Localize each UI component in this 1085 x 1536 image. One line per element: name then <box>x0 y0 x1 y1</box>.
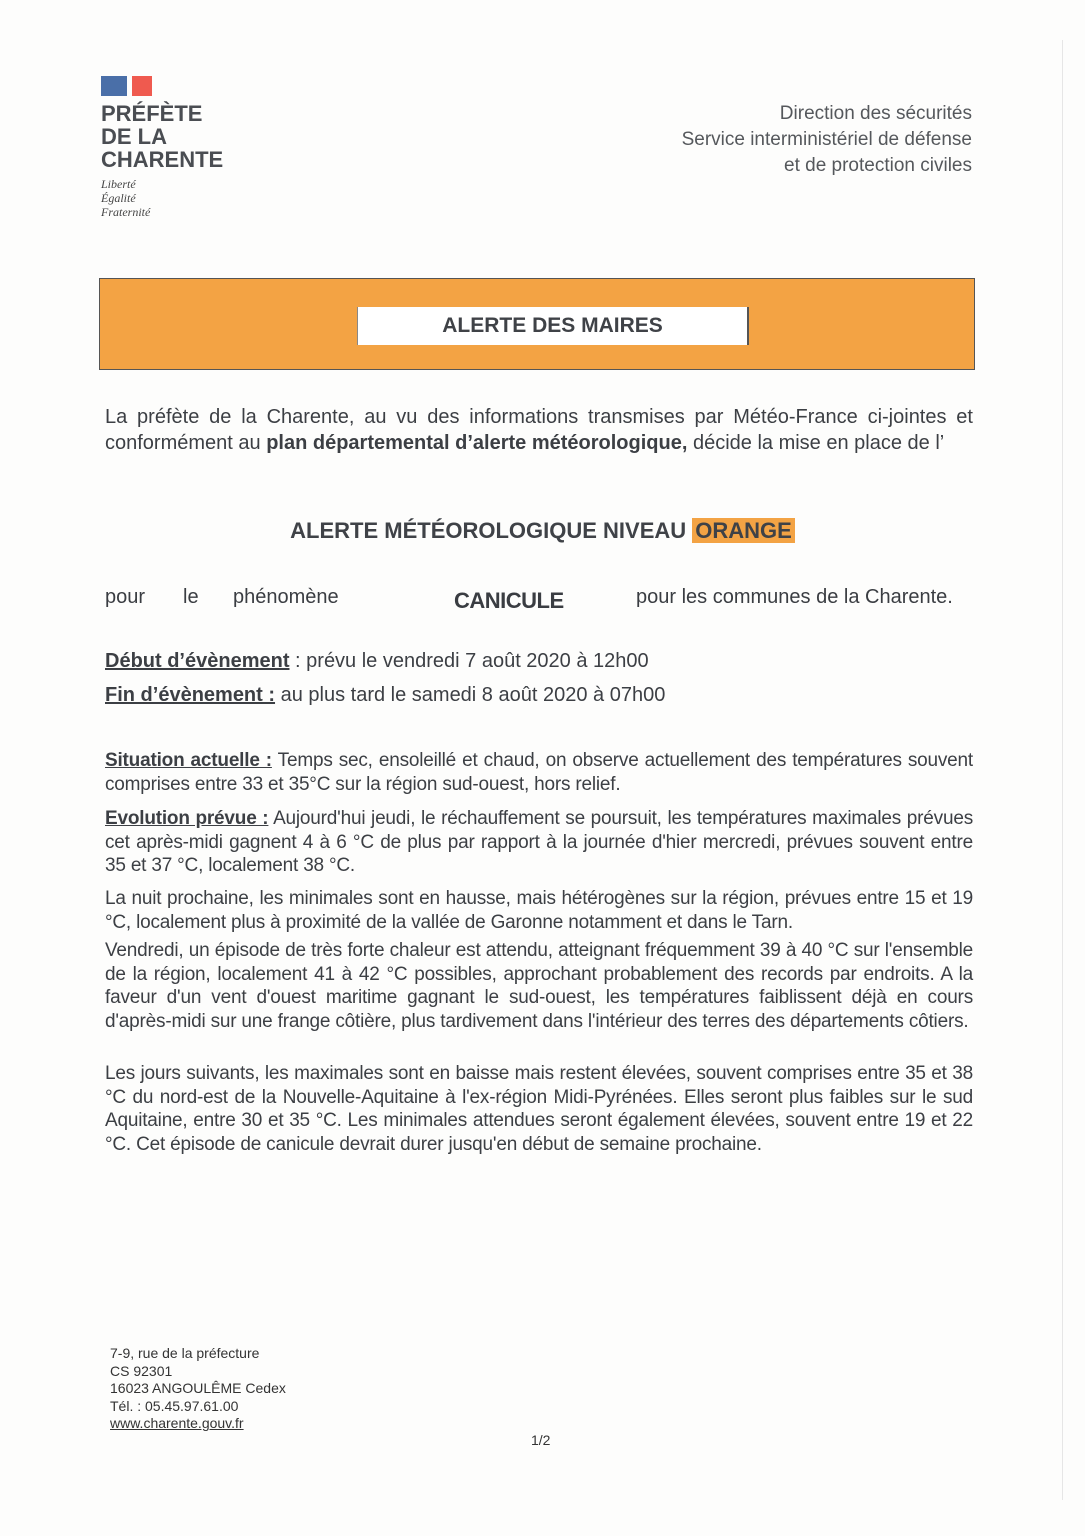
intro-paragraph <box>105 404 973 456</box>
prefecture-logo <box>101 76 223 219</box>
logo-title-line: PRÉFÈTE <box>101 101 203 126</box>
phenomenon-suffix: pour les communes de la Charente. <box>636 586 953 608</box>
event-start-label: Début d’évènement <box>105 650 290 672</box>
intro-text: La préfète de la Charente, au vu des informations transmises par Météo-France ci-jointes et conformément au <box>105 406 973 454</box>
forecast-paragraph: Les jours suivants, les maximales sont en baisse mais restent élevées, souvent comprises entre 35 et 38 °C du nord-est de la Nouvelle-Aquitaine à l'ex-région Midi-Pyrénées. Elles seront plus faibles sur le sud Aquitaine, entre 30 et 35 °C. Les minimales attendues seront également élevées, souvent entre 19 et 22 °C. Cet épisode de canicule devrait durer jusqu'en début de semaine prochaine. <box>105 1063 973 1155</box>
service-line: et de protection civiles <box>784 155 972 176</box>
logo-title <box>101 102 223 171</box>
situation-label: Situation actuelle : <box>105 750 272 771</box>
event-end <box>105 684 665 707</box>
scan-edge-line <box>1062 40 1063 1500</box>
address-line: 7-9, rue de la préfecture <box>110 1345 260 1361</box>
event-start <box>105 650 649 673</box>
alert-level-badge: ORANGE <box>692 518 795 543</box>
logo-motto <box>101 177 223 219</box>
service-line: Direction des sécurités <box>779 103 972 124</box>
motto-line: Fraternité <box>101 205 151 219</box>
issuing-service <box>682 101 972 179</box>
marianne-flag-icon <box>101 76 223 96</box>
phenomenon-name: CANICULE <box>454 588 564 613</box>
motto-line: Égalité <box>101 191 136 205</box>
alert-level-title <box>0 518 1085 544</box>
phenomenon-word: phénomène <box>233 586 339 608</box>
event-start-text: : prévu le vendredi 7 août 2020 à 12h00 <box>289 650 649 672</box>
evolution-label: Evolution prévue : <box>105 808 269 829</box>
logo-title-line: DE LA <box>101 124 167 149</box>
alert-banner <box>99 278 975 370</box>
phenomenon-word: le <box>183 586 199 608</box>
event-end-label: Fin d’évènement : <box>105 684 276 706</box>
intro-bold: plan départemental d’alerte météorologique, <box>266 432 688 454</box>
banner-title: ALERTE DES MAIRES <box>357 307 749 345</box>
phone: Tél. : 05.45.97.61.00 <box>110 1397 239 1414</box>
situation-paragraph <box>105 749 973 796</box>
motto-line: Liberté <box>101 177 136 191</box>
address-line: 16023 ANGOULÊME Cedex <box>110 1380 286 1396</box>
logo-title-line: CHARENTE <box>101 147 224 172</box>
alert-prefix: ALERTE MÉTÉOROLOGIQUE NIVEAU <box>290 518 693 543</box>
website-link[interactable]: www.charente.gouv.fr <box>110 1415 244 1431</box>
forecast-paragraph: La nuit prochaine, les minimales sont en hausse, mais hétérogènes sur la région, prévues entre 15 et 19 °C, localement plus à proximité de la vallée de Garonne notamment et dans le Tarn. <box>105 888 973 933</box>
footer-address <box>110 1345 286 1433</box>
address-line: CS 92301 <box>110 1362 173 1379</box>
evolution-paragraph <box>105 807 973 878</box>
forecast-paragraph: Vendredi, un épisode de très forte chaleur est attendu, atteignant fréquemment 39 à 40 °C sur l'ensemble de la région, localement 41 à 42 °C possibles, approchant probablement des records par endroits. A la faveur d'un vent d'ouest maritime gagnant le sud-ouest, les températures faiblissent déjà en cours d'après-midi sur une frange côtière, plus tardivement dans l'intérieur des terres des départements côtiers. <box>105 940 973 1032</box>
flag-red <box>132 76 152 96</box>
intro-text-end: décide la mise en place de l’ <box>687 432 945 454</box>
evolution-text: Aujourd'hui jeudi, le réchauffement se poursuit, les températures maximales prévues cet après-midi gagnent 4 à 6 °C de plus par rapport à la journée d'hier mercredi, prévues souvent entre 35 et 37 °C, localement 38 °C. <box>105 808 973 876</box>
page-number: 1/2 <box>531 1432 551 1448</box>
event-end-text: au plus tard le samedi 8 août 2020 à 07h00 <box>275 684 666 706</box>
service-line: Service interministériel de défense <box>681 129 972 150</box>
flag-blue <box>101 76 127 96</box>
phenomenon-word: pour <box>105 586 146 608</box>
situation-text: Temps sec, ensoleillé et chaud, on observe actuellement des températures souvent comprises entre 33 et 35°C sur la région sud-ouest, hors relief. <box>105 750 973 795</box>
